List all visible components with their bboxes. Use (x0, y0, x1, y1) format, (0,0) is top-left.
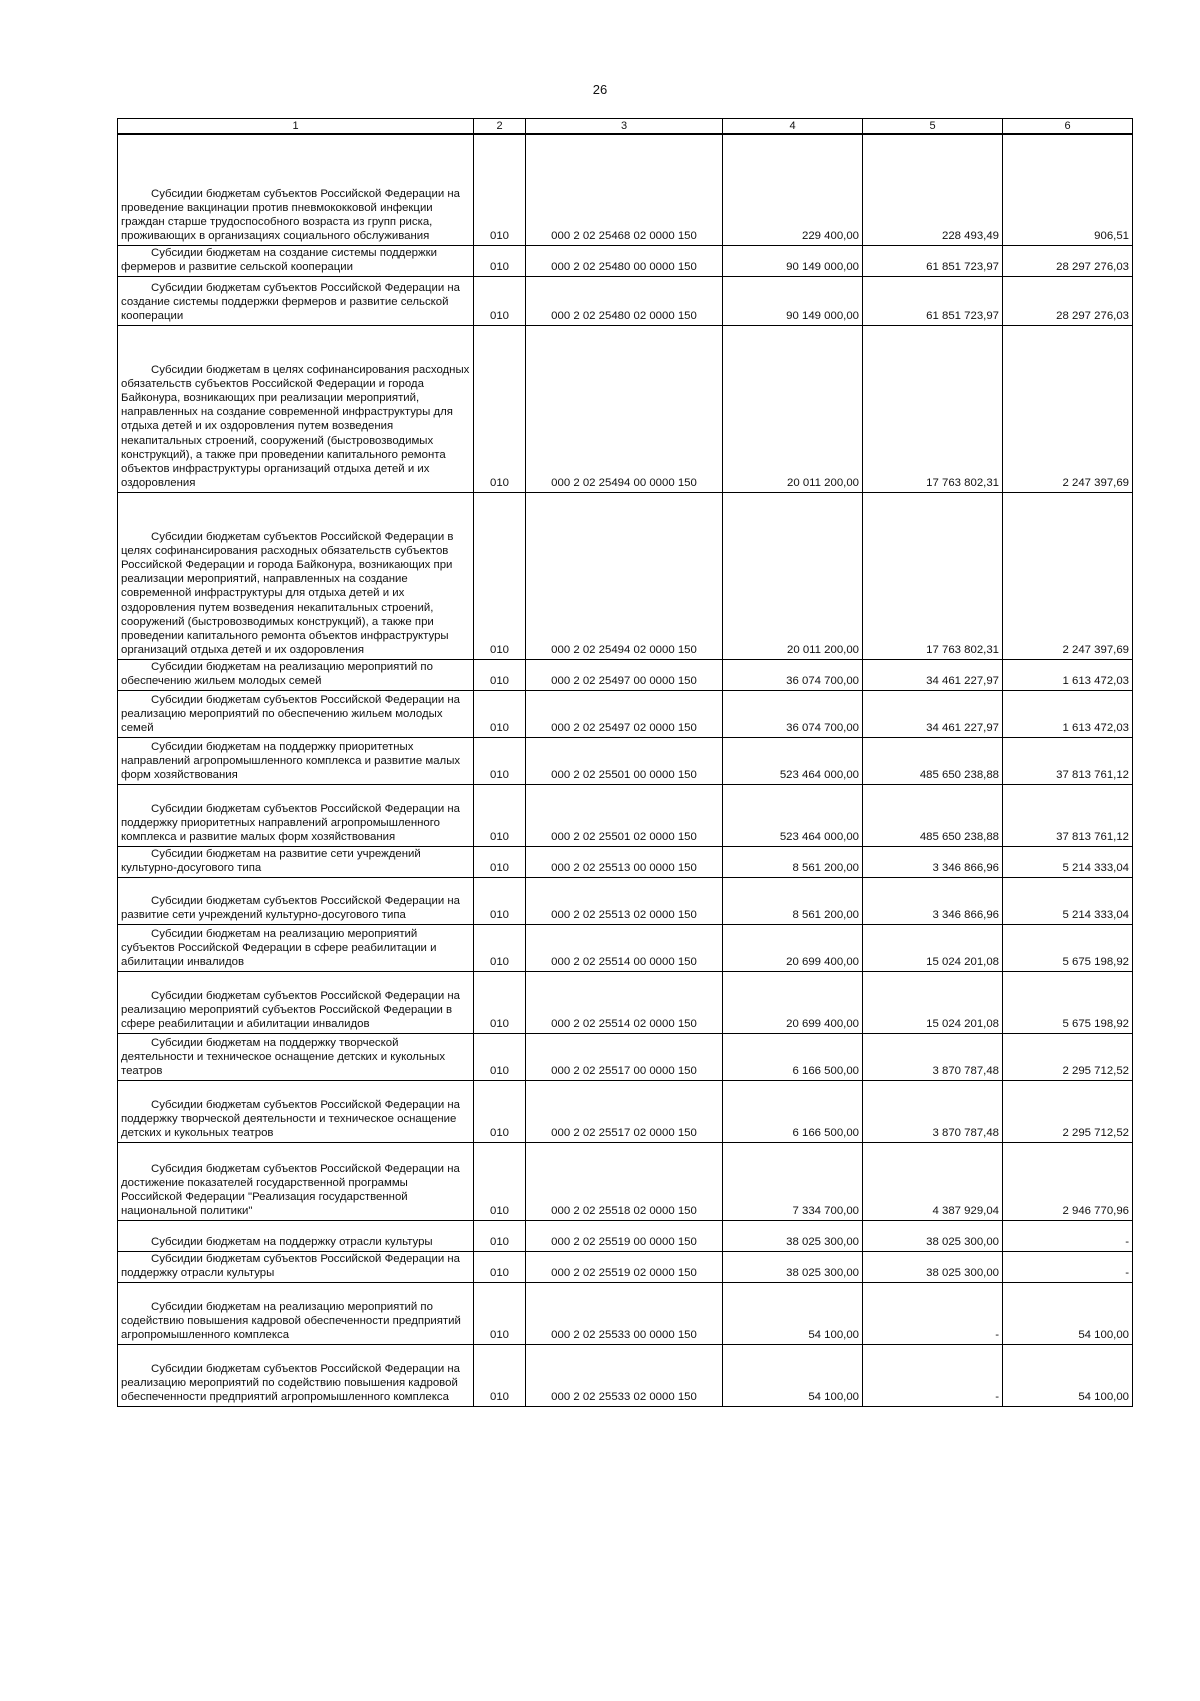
row-executed-cell: 3 346 866,96 (863, 877, 1003, 924)
row-unexecuted-cell: 2 295 712,52 (1003, 1080, 1133, 1142)
row-name-cell (118, 1282, 474, 1344)
table-row (118, 1080, 1133, 1142)
row-budget-code-cell: 000 2 02 25513 02 0000 150 (526, 877, 723, 924)
row-approved-cell: 90 149 000,00 (723, 245, 863, 276)
row-unexecuted-cell: - (1003, 1251, 1133, 1282)
table-row (118, 1251, 1133, 1282)
row-admin-code-cell: 010 (474, 690, 526, 737)
table-row (118, 971, 1133, 1033)
row-budget-code-cell: 000 2 02 25494 02 0000 150 (526, 492, 723, 659)
row-approved-cell: 523 464 000,00 (723, 737, 863, 784)
row-name-cell (118, 659, 474, 690)
row-name-text: Субсидии бюджетам на поддержку приоритетных направлений агропромышленного комплекса и развитие малых форм хозяйствования (121, 740, 461, 782)
row-budget-code-cell: 000 2 02 25480 00 0000 150 (526, 245, 723, 276)
row-name-text: Субсидии бюджетам субъектов Российской Федерации на создание системы поддержки фермеров и развитие сельской кооперации (121, 281, 461, 323)
row-unexecuted-cell: 28 297 276,03 (1003, 276, 1133, 325)
row-budget-code-cell: 000 2 02 25468 02 0000 150 (526, 134, 723, 245)
row-approved-cell: 20 699 400,00 (723, 924, 863, 971)
row-name-text: Субсидии бюджетам субъектов Российской Федерации на реализацию мероприятий субъектов Российской Федерации в сфере реабилитации и абилитации инвалидов (121, 989, 461, 1031)
table-row (118, 245, 1133, 276)
row-unexecuted-cell: 5 675 198,92 (1003, 971, 1133, 1033)
row-budget-code-cell: 000 2 02 25514 00 0000 150 (526, 924, 723, 971)
row-approved-cell: 7 334 700,00 (723, 1142, 863, 1220)
row-executed-cell: - (863, 1344, 1003, 1406)
row-admin-code-cell: 010 (474, 971, 526, 1033)
row-name-text: Субсидии бюджетам субъектов Российской Федерации на реализацию мероприятий по обеспечению жильем молодых семей (121, 693, 461, 735)
row-name-cell (118, 1033, 474, 1080)
row-executed-cell: 15 024 201,08 (863, 971, 1003, 1033)
row-admin-code-cell: 010 (474, 1251, 526, 1282)
row-name-text: Субсидии бюджетам на реализацию мероприятий по содействию повышения кадровой обеспеченности предприятий агропромышленного комплекса (121, 1300, 461, 1342)
row-approved-cell: 20 699 400,00 (723, 971, 863, 1033)
row-approved-cell: 6 166 500,00 (723, 1080, 863, 1142)
row-approved-cell: 54 100,00 (723, 1282, 863, 1344)
row-unexecuted-cell: 5 214 333,04 (1003, 846, 1133, 877)
row-approved-cell: 36 074 700,00 (723, 659, 863, 690)
row-unexecuted-cell: 1 613 472,03 (1003, 659, 1133, 690)
row-name-text: Субсидии бюджетам субъектов Российской Федерации на реализацию мероприятий по содействию повышения кадровой обеспеченности предприятий агропромышленного комплекса (121, 1362, 461, 1404)
column-header-5: 5 (863, 119, 1003, 135)
row-budget-code-cell: 000 2 02 25497 02 0000 150 (526, 690, 723, 737)
table-row (118, 1220, 1133, 1251)
row-admin-code-cell: 010 (474, 276, 526, 325)
row-admin-code-cell: 010 (474, 784, 526, 846)
row-budget-code-cell: 000 2 02 25518 02 0000 150 (526, 1142, 723, 1220)
row-approved-cell: 38 025 300,00 (723, 1220, 863, 1251)
row-name-text: Субсидии бюджетам на реализацию мероприятий по обеспечению жильем молодых семей (121, 661, 433, 688)
row-budget-code-cell: 000 2 02 25519 02 0000 150 (526, 1251, 723, 1282)
row-executed-cell: 38 025 300,00 (863, 1220, 1003, 1251)
row-approved-cell: 229 400,00 (723, 134, 863, 245)
column-header-1: 1 (118, 119, 474, 135)
row-unexecuted-cell: 5 214 333,04 (1003, 877, 1133, 924)
row-admin-code-cell: 010 (474, 1033, 526, 1080)
row-admin-code-cell: 010 (474, 737, 526, 784)
table-row (118, 1282, 1133, 1344)
table-row (118, 659, 1133, 690)
page-number: 26 (592, 82, 608, 97)
row-admin-code-cell: 010 (474, 245, 526, 276)
row-admin-code-cell: 010 (474, 1344, 526, 1406)
row-name-text: Субсидии бюджетам субъектов Российской Федерации на проведение вакцинации против пневмококковой инфекции граждан старше трудоспособного возраста из групп риска, проживающих в организациях социального обслуживания (121, 187, 461, 243)
row-unexecuted-cell: 37 813 761,12 (1003, 737, 1133, 784)
row-admin-code-cell: 010 (474, 1080, 526, 1142)
row-budget-code-cell: 000 2 02 25494 00 0000 150 (526, 325, 723, 492)
row-name-text: Субсидии бюджетам на поддержку творческой деятельности и техническое оснащение детских и кукольных театров (121, 1036, 446, 1078)
row-approved-cell: 90 149 000,00 (723, 276, 863, 325)
row-executed-cell: 38 025 300,00 (863, 1251, 1003, 1282)
row-name-cell (118, 276, 474, 325)
row-name-text: Субсидия бюджетам субъектов Российской Федерации на достижение показателей государственной программы Российской Федерации "Реализация государственной национальной политики" (121, 1162, 460, 1218)
row-approved-cell: 36 074 700,00 (723, 690, 863, 737)
row-name-cell (118, 245, 474, 276)
column-header-3: 3 (526, 119, 723, 135)
row-executed-cell: 15 024 201,08 (863, 924, 1003, 971)
row-budget-code-cell: 000 2 02 25517 02 0000 150 (526, 1080, 723, 1142)
row-executed-cell: 3 346 866,96 (863, 846, 1003, 877)
row-executed-cell: 3 870 787,48 (863, 1033, 1003, 1080)
row-name-cell (118, 1080, 474, 1142)
row-name-cell (118, 325, 474, 492)
row-executed-cell: 34 461 227,97 (863, 659, 1003, 690)
table-row (118, 784, 1133, 846)
row-admin-code-cell: 010 (474, 924, 526, 971)
table-body (118, 134, 1133, 1406)
table-row (118, 877, 1133, 924)
row-name-cell (118, 1220, 474, 1251)
row-name-cell (118, 877, 474, 924)
row-name-cell (118, 690, 474, 737)
row-budget-code-cell: 000 2 02 25519 00 0000 150 (526, 1220, 723, 1251)
row-name-cell (118, 1251, 474, 1282)
row-name-text: Субсидии бюджетам на развитие сети учреждений культурно-досугового типа (121, 848, 421, 875)
row-name-cell (118, 737, 474, 784)
row-unexecuted-cell: 54 100,00 (1003, 1282, 1133, 1344)
row-name-text: Субсидии бюджетам на поддержку отрасли культуры (151, 1236, 433, 1249)
row-unexecuted-cell: 1 613 472,03 (1003, 690, 1133, 737)
row-unexecuted-cell: 906,51 (1003, 134, 1133, 245)
column-header-2: 2 (474, 119, 526, 135)
row-name-text: Субсидии бюджетам субъектов Российской Федерации на поддержку творческой деятельности и техническое оснащение детских и кукольных театров (121, 1098, 461, 1140)
row-name-cell (118, 924, 474, 971)
row-executed-cell: 17 763 802,31 (863, 325, 1003, 492)
row-admin-code-cell: 010 (474, 1282, 526, 1344)
table-row (118, 1033, 1133, 1080)
row-admin-code-cell: 010 (474, 1142, 526, 1220)
row-unexecuted-cell: 2 946 770,96 (1003, 1142, 1133, 1220)
row-budget-code-cell: 000 2 02 25517 00 0000 150 (526, 1033, 723, 1080)
table-row (118, 276, 1133, 325)
row-executed-cell: 485 650 238,88 (863, 737, 1003, 784)
table-row (118, 134, 1133, 245)
row-name-text: Субсидии бюджетам субъектов Российской Федерации в целях софинансирования расходных обязательств субъектов Российской Федерации и города Байконура, возникающих при реализации мероприятий, направленных на создание современной инфраструктуры для отдыха детей и их оздоровления путем возведения некапитальных строений, сооружений (быстровозводимых конструкций), а также при проведении капитального ремонта объектов инфраструктуры организаций отдыха детей и их оздоровления (121, 530, 454, 657)
row-executed-cell: 4 387 929,04 (863, 1142, 1003, 1220)
row-executed-cell: 3 870 787,48 (863, 1080, 1003, 1142)
row-unexecuted-cell: 28 297 276,03 (1003, 245, 1133, 276)
row-budget-code-cell: 000 2 02 25480 02 0000 150 (526, 276, 723, 325)
table-row (118, 1344, 1133, 1406)
row-admin-code-cell: 010 (474, 877, 526, 924)
row-budget-code-cell: 000 2 02 25533 00 0000 150 (526, 1282, 723, 1344)
row-admin-code-cell: 010 (474, 134, 526, 245)
row-name-text: Субсидии бюджетам в целях софинансирования расходных обязательств субъектов Российской Федерации и города Байконура, возникающих при реализации мероприятий, направленных на создание современной инфраструктуры для отдыха детей и их оздоровления путем возведения некапитальных строений, сооружений (быстровозводимых конструкций), а также при проведении капитального ремонта объектов инфраструктуры организаций отдыха детей и их оздоровления (121, 363, 470, 490)
row-unexecuted-cell: 2 247 397,69 (1003, 492, 1133, 659)
column-header-6: 6 (1003, 119, 1133, 135)
row-approved-cell: 6 166 500,00 (723, 1033, 863, 1080)
row-admin-code-cell: 010 (474, 1220, 526, 1251)
row-admin-code-cell: 010 (474, 659, 526, 690)
row-name-cell (118, 846, 474, 877)
budget-revenue-table (117, 118, 1133, 1407)
table-row (118, 492, 1133, 659)
row-executed-cell: 485 650 238,88 (863, 784, 1003, 846)
row-name-text: Субсидии бюджетам субъектов Российской Федерации на поддержку приоритетных направлений агропромышленного комплекса и развитие малых форм хозяйствования (121, 802, 461, 844)
row-approved-cell: 20 011 200,00 (723, 492, 863, 659)
row-budget-code-cell: 000 2 02 25501 00 0000 150 (526, 737, 723, 784)
row-unexecuted-cell: 37 813 761,12 (1003, 784, 1133, 846)
row-unexecuted-cell: 2 295 712,52 (1003, 1033, 1133, 1080)
table-row (118, 924, 1133, 971)
row-name-cell (118, 971, 474, 1033)
table-row (118, 846, 1133, 877)
row-executed-cell: - (863, 1282, 1003, 1344)
row-unexecuted-cell: 2 247 397,69 (1003, 325, 1133, 492)
row-unexecuted-cell: - (1003, 1220, 1133, 1251)
row-name-text: Субсидии бюджетам субъектов Российской Федерации на поддержку отрасли культуры (121, 1253, 461, 1280)
row-name-cell (118, 784, 474, 846)
row-approved-cell: 8 561 200,00 (723, 846, 863, 877)
row-name-text: Субсидии бюджетам на реализацию мероприятий субъектов Российской Федерации в сфере реабилитации и абилитации инвалидов (121, 927, 437, 969)
row-admin-code-cell: 010 (474, 492, 526, 659)
row-admin-code-cell: 010 (474, 846, 526, 877)
row-executed-cell: 228 493,49 (863, 134, 1003, 245)
row-budget-code-cell: 000 2 02 25497 00 0000 150 (526, 659, 723, 690)
table-row (118, 690, 1133, 737)
row-executed-cell: 34 461 227,97 (863, 690, 1003, 737)
table-row (118, 325, 1133, 492)
row-budget-code-cell: 000 2 02 25501 02 0000 150 (526, 784, 723, 846)
row-name-cell (118, 492, 474, 659)
row-budget-code-cell: 000 2 02 25514 02 0000 150 (526, 971, 723, 1033)
row-budget-code-cell: 000 2 02 25533 02 0000 150 (526, 1344, 723, 1406)
row-approved-cell: 54 100,00 (723, 1344, 863, 1406)
row-name-text: Субсидии бюджетам на создание системы поддержки фермеров и развитие сельской кооперации (121, 247, 437, 274)
row-admin-code-cell: 010 (474, 325, 526, 492)
row-budget-code-cell: 000 2 02 25513 00 0000 150 (526, 846, 723, 877)
row-name-cell (118, 1142, 474, 1220)
row-unexecuted-cell: 54 100,00 (1003, 1344, 1133, 1406)
row-name-cell (118, 1344, 474, 1406)
row-executed-cell: 61 851 723,97 (863, 245, 1003, 276)
table-header-row (118, 119, 1133, 135)
row-name-text: Субсидии бюджетам субъектов Российской Федерации на развитие сети учреждений культурно-досугового типа (121, 895, 461, 922)
row-approved-cell: 8 561 200,00 (723, 877, 863, 924)
row-executed-cell: 61 851 723,97 (863, 276, 1003, 325)
row-unexecuted-cell: 5 675 198,92 (1003, 924, 1133, 971)
column-header-4: 4 (723, 119, 863, 135)
row-approved-cell: 20 011 200,00 (723, 325, 863, 492)
row-approved-cell: 523 464 000,00 (723, 784, 863, 846)
table-row (118, 737, 1133, 784)
row-name-cell (118, 134, 474, 245)
row-approved-cell: 38 025 300,00 (723, 1251, 863, 1282)
row-executed-cell: 17 763 802,31 (863, 492, 1003, 659)
table-row (118, 1142, 1133, 1220)
